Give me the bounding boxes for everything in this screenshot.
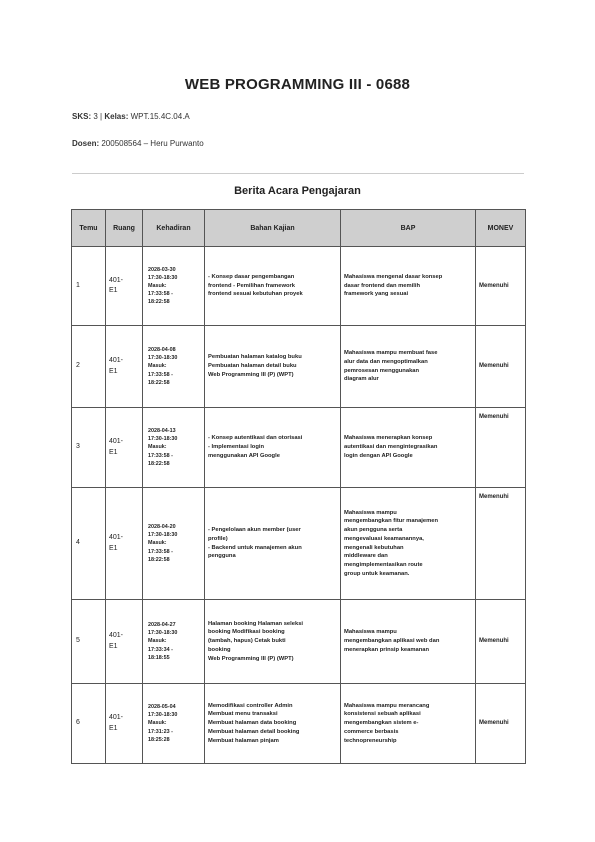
cell-temu-text: 1 [76,281,80,289]
cell-kehadiran [143,247,205,326]
table-row [72,408,526,488]
table-row [72,247,526,326]
cell-bap-text: Mahasiswa mengenal dasar konsep dasar frontend dan memilih framework yang sesuai [344,273,443,298]
cell-bap-text: Mahasiswa mampu mengembangkan aplikasi web dan menerapkan prinsip keamanan [344,629,440,653]
cell-temu-text: 4 [76,539,80,547]
cell-bahan-kajian-text: Pembuatan halaman katalog buku Pembuatan halaman detail buku Web Programming III (P) (WPT) [208,354,302,378]
cell-ruang [106,326,143,408]
cell-bahan-kajian-text: - Pengelolaan akun member (user profile) - Backend untuk manajemen akun pengguna [208,527,302,560]
sks-value: 3 [93,112,98,121]
cell-bap-text: Mahasiswa menerapkan konsep autentikasi dan mengintegrasikan login dengan API Google [344,435,438,459]
section-title: Berita Acara Pengajaran [234,185,361,197]
cell-ruang [106,408,143,488]
cell-bahan-kajian [205,684,341,764]
cell-monev [476,488,526,600]
cell-monev-text: Memenuhi [479,494,509,500]
cell-ruang [106,600,143,684]
cell-monev-text: Memenuhi [479,638,509,644]
teaching-log-table [71,209,526,764]
cell-bap-text: Mahasiswa mampu mengembangkan fitur manajemen akun pengguna serta mengevaluasi keamanannya, mengenali kebutuhan middleware dan mengimplementasikan route group untuk keamanan. [344,509,439,577]
course-info [72,112,190,121]
table-row [72,600,526,684]
sks-label: SKS: [72,112,92,121]
cell-bap [341,408,476,488]
cell-monev [476,247,526,326]
cell-kehadiran-text: 2028-04-13 17:30-18:30 Masuk: 17:33:58 - 18:22:58 [148,428,178,467]
cell-bahan-kajian-text: Halaman booking Halaman seleksi booking Modifikasi booking (tambah, hapus) Cetak bukti booking Web Programming III (P) (WPT) [208,620,304,662]
cell-bap [341,326,476,408]
cell-bap [341,488,476,600]
cell-temu [72,326,106,408]
header-monev: MONEV [476,210,526,247]
cell-monev [476,600,526,684]
cell-monev [476,326,526,408]
header-bahan-kajian: Bahan Kajian [205,210,341,247]
cell-kehadiran [143,684,205,764]
cell-kehadiran-text: 2028-04-20 17:30-18:30 Masuk: 17:33:58 - 18:22:58 [148,524,178,563]
header-ruang: Ruang [106,210,143,247]
cell-ruang-text: 401- E1 [109,438,124,456]
cell-temu [72,408,106,488]
cell-temu-text: 3 [76,443,80,451]
dosen-label: Dosen: [72,139,100,148]
cell-monev-text: Memenuhi [479,414,509,420]
document-title: WEB PROGRAMMING III - 0688 [184,76,411,93]
cell-monev [476,684,526,764]
cell-temu [72,247,106,326]
table-header-row [72,210,526,247]
cell-monev [476,408,526,488]
cell-bahan-kajian-text: - Konsep dasar pengembangan frontend - Pemilihan framework frontend sesuai kebutuhan proyek [208,273,303,298]
cell-kehadiran [143,408,205,488]
cell-temu [72,488,106,600]
separator: | [100,112,103,121]
header-bap: BAP [341,210,476,247]
cell-bap [341,247,476,326]
cell-bahan-kajian [205,326,341,408]
cell-temu [72,684,106,764]
cell-bahan-kajian-text: Memodifikasi controller Admin Membuat menu transaksi Membuat halaman data booking Membuat halaman detail booking Membuat halaman pinjam [208,702,300,744]
cell-ruang [106,684,143,764]
cell-monev-text: Memenuhi [479,363,509,369]
cell-kehadiran [143,600,205,684]
divider [72,173,524,174]
kelas-label: Kelas: [104,112,129,121]
dosen-value: 200508564 – Heru Purwanto [101,139,204,148]
cell-kehadiran-text: 2028-03-30 17:30-18:30 Masuk: 17:33:58 - 18:22:58 [148,266,178,306]
cell-temu-text: 5 [76,637,80,645]
table-row [72,326,526,408]
cell-temu-text: 2 [76,362,80,370]
cell-temu-text: 6 [76,719,80,727]
kelas-value: WPT.15.4C.04.A [130,112,190,121]
cell-bap-text: Mahasiswa mampu membuat fase alur data dan mengoptimalkan pemrosesan menggunakan diagram alur [344,350,438,383]
cell-bap-text: Mahasiswa mampu merancang konsistensi sebuah aplikasi mengembangkan sistem e- commerce berbasis technopreneurship [344,702,430,744]
cell-temu [72,600,106,684]
cell-kehadiran-text: 2028-04-08 17:30-18:30 Masuk: 17:33:58 - 18:22:58 [148,347,178,386]
header-temu: Temu [72,210,106,247]
cell-bahan-kajian [205,488,341,600]
table-row [72,488,526,600]
cell-ruang-text: 401- E1 [109,276,124,294]
cell-ruang-text: 401- E1 [109,357,124,375]
cell-ruang-text: 401- E1 [109,534,124,552]
cell-kehadiran [143,488,205,600]
cell-kehadiran-text: 2028-04-27 17:30-18:30 Masuk: 17:33:34 - 18:18:55 [148,622,178,661]
cell-bap [341,600,476,684]
cell-kehadiran-text: 2028-05-04 17:30-18:30 Masuk: 17:31:23 - 18:25:28 [148,704,178,743]
cell-ruang-text: 401- E1 [109,632,124,650]
cell-bap [341,684,476,764]
cell-kehadiran [143,326,205,408]
cell-monev-text: Memenuhi [479,720,509,726]
lecturer-info [72,139,204,148]
table-row [72,684,526,764]
cell-bahan-kajian [205,247,341,326]
cell-bahan-kajian [205,408,341,488]
cell-monev-text: Memenuhi [479,282,509,289]
cell-bahan-kajian [205,600,341,684]
header-kehadiran: Kehadiran [143,210,205,247]
cell-ruang [106,247,143,326]
cell-bahan-kajian-text: - Konsep autentikasi dan otorisasi - Implementasi login menggunakan API Google [208,435,303,459]
cell-ruang-text: 401- E1 [109,714,124,732]
cell-ruang [106,488,143,600]
